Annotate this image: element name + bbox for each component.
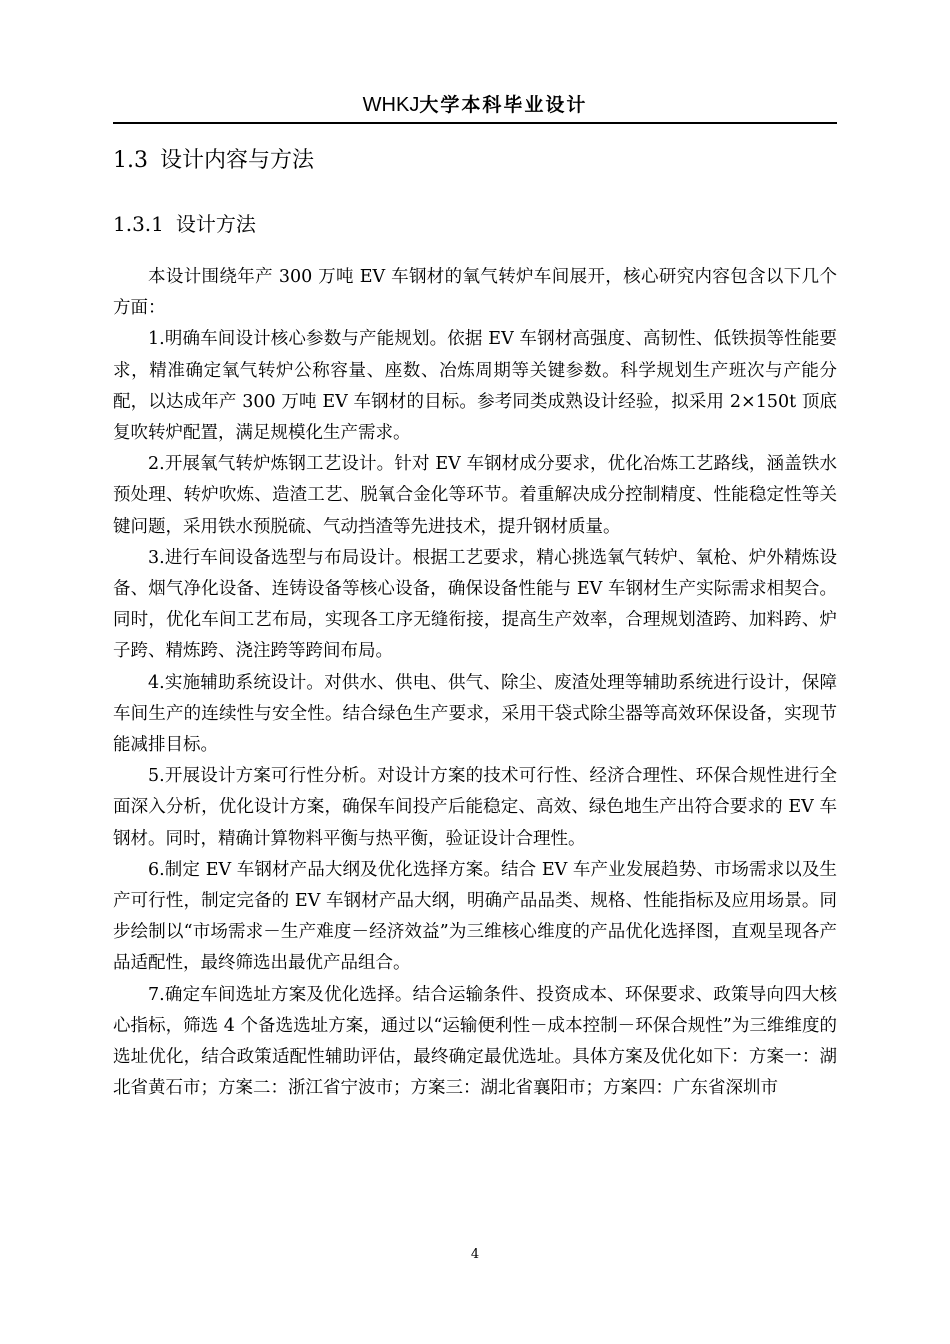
item-1-paragraph: 1.明确车间设计核心参数与产能规划。依据 EV 车钢材高强度、高韧性、低铁损等性能要求，精准确定氧气转炉公称容量、座数、冶炼周期等关键参数。科学规划生产班次与产能分配，以达成年产 300 万吨 EV 车钢材的目标。参考同类成熟设计经验，拟采用 2×150t 顶底复吹转炉配置，满足规模化生产需求。	[113, 329, 837, 444]
subsection-heading	[113, 209, 256, 239]
running-header-title: 大学本科毕业设计	[419, 94, 588, 116]
running-header	[0, 92, 950, 118]
running-header-latin: WHKJ	[362, 94, 420, 116]
item-5-paragraph: 5.开展设计方案可行性分析。对设计方案的技术可行性、经济合理性、环保合规性进行全面深入分析，优化设计方案，确保车间投产后能稳定、高效、绿色地生产出符合要求的 EV 车钢材。同时，精确计算物料平衡与热平衡，验证设计合理性。	[113, 766, 837, 849]
item-3-paragraph: 3.进行车间设备选型与布局设计。根据工艺要求，精心挑选氧气转炉、氧枪、炉外精炼设备、烟气净化设备、连铸设备等核心设备，确保设备性能与 EV 车钢材生产实际需求相契合。同时，优化车间工艺布局，实现各工序无缝衔接，提高生产效率，合理规划渣跨、加料跨、炉子跨、精炼跨、浇注跨等跨间布局。	[113, 547, 837, 662]
body-text	[113, 262, 837, 1104]
item-4-paragraph: 4.实施辅助系统设计。对供水、供电、供气、除尘、废渣处理等辅助系统进行设计，保障车间生产的连续性与安全性。结合绿色生产要求，采用干袋式除尘器等高效环保设备，实现节能减排目标。	[113, 672, 837, 756]
subsection-number: 1.3.1	[113, 212, 164, 236]
section-heading	[113, 145, 314, 177]
item-7-paragraph: 7.确定车间选址方案及优化选择。结合运输条件、投资成本、环保要求、政策导向四大核心指标，筛选 4 个备选选址方案，通过以“运输便利性－成本控制－环保合规性”为三维维度的选址优化，结合政策适配性辅助评估，最终确定最优选址。具体方案及优化如下：方案一：湖北省黄石市；方案二：浙江省宁波市；方案三：湖北省襄阳市；方案四：广东省深圳市	[113, 984, 837, 1099]
subsection-title: 设计方法	[175, 212, 256, 236]
header-rule	[113, 122, 837, 124]
page-number: 4	[470, 1247, 480, 1262]
item-6-paragraph: 6.制定 EV 车钢材产品大纲及优化选择方案。结合 EV 车产业发展趋势、市场需求以及生产可行性，制定完备的 EV 车钢材产品大纲，明确产品品类、规格、性能指标及应用场景。同步绘制以“市场需求－生产难度－经济效益”为三维核心维度的产品优化选择图，直观呈现各产品适配性，最终筛选出最优产品组合。	[113, 859, 837, 974]
section-title: 设计内容与方法	[160, 148, 315, 173]
intro-paragraph: 本设计围绕年产 300 万吨 EV 车钢材的氧气转炉车间展开，核心研究内容包含以下几个方面：	[113, 267, 837, 319]
item-2-paragraph: 2.开展氧气转炉炼钢工艺设计。针对 EV 车钢材成分要求，优化冶炼工艺路线，涵盖铁水预处理、转炉吹炼、造渣工艺、脱氧合金化等环节。着重解决成分控制精度、性能稳定性等关键问题，采用铁水预脱硫、气动挡渣等先进技术，提升钢材质量。	[113, 454, 837, 537]
section-number: 1.3	[113, 148, 148, 173]
